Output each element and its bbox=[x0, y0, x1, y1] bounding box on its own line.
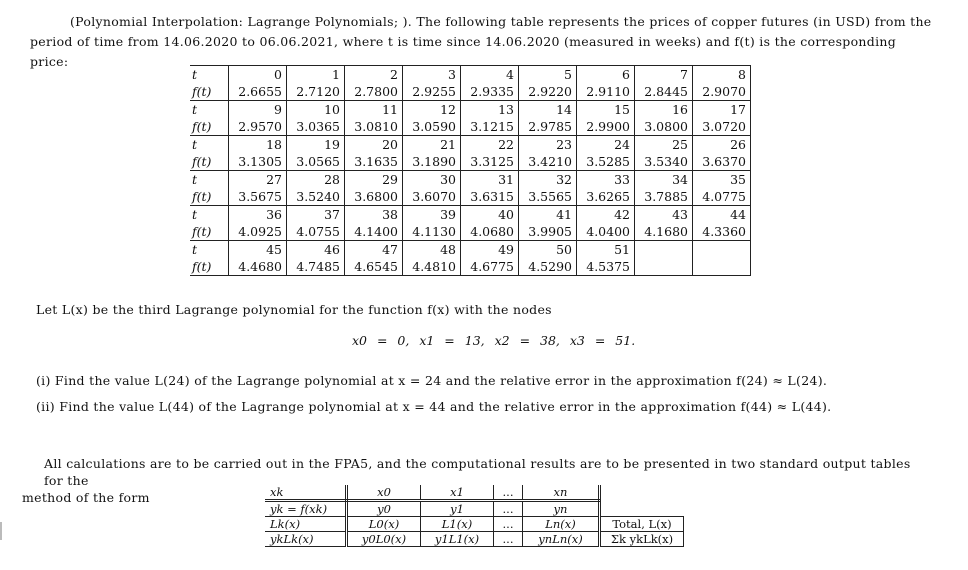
time-cell: 33 bbox=[577, 171, 635, 189]
intro-line-2: period of time from 14.06.2020 to 06.06.2021, where t is time since 14.06.2020 (measured in weeks) and f(t) is the corresponding price: bbox=[30, 34, 897, 69]
output-cell-c0: y0 bbox=[347, 501, 421, 517]
price-cell: 4.0925 bbox=[229, 223, 287, 241]
time-row bbox=[190, 136, 751, 154]
price-cell: 2.9900 bbox=[577, 118, 635, 136]
price-cell bbox=[693, 258, 751, 276]
price-cell: 3.0800 bbox=[635, 118, 693, 136]
price-cell: 2.9220 bbox=[519, 83, 577, 101]
price-row-label: f(t) bbox=[192, 154, 212, 169]
output-cell-c1: L1(x) bbox=[421, 517, 494, 532]
price-cell: 3.6800 bbox=[345, 188, 403, 206]
price-cell: 2.8445 bbox=[635, 83, 693, 101]
time-cell: 9 bbox=[229, 101, 287, 119]
price-cell: 3.6370 bbox=[693, 153, 751, 171]
intro-paragraph bbox=[30, 12, 935, 72]
time-cell: 25 bbox=[635, 136, 693, 154]
output-cell-h: Lk(x) bbox=[265, 517, 347, 532]
time-cell: 10 bbox=[287, 101, 345, 119]
time-cell: 11 bbox=[345, 101, 403, 119]
time-cell: 17 bbox=[693, 101, 751, 119]
time-cell: 42 bbox=[577, 206, 635, 224]
time-cell: 50 bbox=[519, 241, 577, 259]
price-row bbox=[190, 118, 751, 136]
output-cell-cn: ynLn(x) bbox=[523, 532, 600, 547]
price-cell: 4.6545 bbox=[345, 258, 403, 276]
price-cell: 4.1680 bbox=[635, 223, 693, 241]
price-cell: 2.9070 bbox=[693, 83, 751, 101]
output-cell-cn: yn bbox=[523, 501, 600, 517]
time-cell: 30 bbox=[403, 171, 461, 189]
price-cell: 4.0400 bbox=[577, 223, 635, 241]
price-cell: 2.9570 bbox=[229, 118, 287, 136]
time-cell: 49 bbox=[461, 241, 519, 259]
price-cell: 3.0720 bbox=[693, 118, 751, 136]
price-row bbox=[190, 258, 751, 276]
time-row-label: t bbox=[190, 171, 229, 189]
time-cell: 35 bbox=[693, 171, 751, 189]
time-cell: 12 bbox=[403, 101, 461, 119]
nodes-equation: x0 = 0, x1 = 13, x2 = 38, x3 = 51. bbox=[352, 333, 636, 348]
price-cell: 3.5285 bbox=[577, 153, 635, 171]
calc-note-line-2: method of the form bbox=[22, 490, 150, 505]
time-cell: 32 bbox=[519, 171, 577, 189]
price-cell: 4.5375 bbox=[577, 258, 635, 276]
time-row-label: t bbox=[190, 241, 229, 259]
price-cell: 2.7120 bbox=[287, 83, 345, 101]
time-cell: 24 bbox=[577, 136, 635, 154]
price-row bbox=[190, 83, 751, 101]
time-cell: 27 bbox=[229, 171, 287, 189]
time-cell: 37 bbox=[287, 206, 345, 224]
time-cell: 45 bbox=[229, 241, 287, 259]
price-cell: 4.6775 bbox=[461, 258, 519, 276]
time-cell: 26 bbox=[693, 136, 751, 154]
price-cell: 3.6070 bbox=[403, 188, 461, 206]
price-cell: 4.3360 bbox=[693, 223, 751, 241]
price-cell: 2.9110 bbox=[577, 83, 635, 101]
time-cell: 14 bbox=[519, 101, 577, 119]
price-cell: 4.1130 bbox=[403, 223, 461, 241]
price-row-label: f(t) bbox=[192, 259, 212, 274]
time-cell: 38 bbox=[345, 206, 403, 224]
copper-price-table bbox=[190, 65, 751, 276]
time-row-label: t bbox=[190, 206, 229, 224]
price-row bbox=[190, 188, 751, 206]
price-cell: 3.5240 bbox=[287, 188, 345, 206]
output-cell-cn: xn bbox=[523, 485, 600, 501]
price-row-label: f(t) bbox=[192, 84, 212, 99]
price-cell: 3.5565 bbox=[519, 188, 577, 206]
time-cell: 2 bbox=[345, 66, 403, 84]
time-cell: 1 bbox=[287, 66, 345, 84]
time-cell: 3 bbox=[403, 66, 461, 84]
time-row bbox=[190, 101, 751, 119]
price-row-label: f(t) bbox=[192, 189, 212, 204]
output-cell-h: yk = f(xk) bbox=[265, 501, 347, 517]
time-cell: 22 bbox=[461, 136, 519, 154]
time-cell: 13 bbox=[461, 101, 519, 119]
time-cell: 31 bbox=[461, 171, 519, 189]
output-cell-h: xk bbox=[265, 485, 347, 501]
price-cell: 3.9905 bbox=[519, 223, 577, 241]
output-cell-tot: Σk ykLk(x) bbox=[600, 532, 684, 547]
time-row-label: t bbox=[190, 101, 229, 119]
time-cell: 43 bbox=[635, 206, 693, 224]
price-row-label: f(t) bbox=[192, 224, 212, 239]
price-cell: 2.9335 bbox=[461, 83, 519, 101]
output-cell-h: ykLk(x) bbox=[265, 532, 347, 547]
time-cell: 6 bbox=[577, 66, 635, 84]
time-cell: 28 bbox=[287, 171, 345, 189]
edge-divider bbox=[0, 522, 2, 540]
time-cell: 5 bbox=[519, 66, 577, 84]
time-cell: 15 bbox=[577, 101, 635, 119]
output-cell-c0: L0(x) bbox=[347, 517, 421, 532]
time-cell: 36 bbox=[229, 206, 287, 224]
time-cell: 8 bbox=[693, 66, 751, 84]
output-cell-dots: ... bbox=[494, 501, 523, 517]
output-cell-cn: Ln(x) bbox=[523, 517, 600, 532]
time-cell: 44 bbox=[693, 206, 751, 224]
output-cell-c0: y0L0(x) bbox=[347, 532, 421, 547]
price-cell: 3.6265 bbox=[577, 188, 635, 206]
output-cell-c0: x0 bbox=[347, 485, 421, 501]
output-cell-dots: ... bbox=[494, 485, 523, 501]
price-cell: 3.1635 bbox=[345, 153, 403, 171]
price-cell: 3.4210 bbox=[519, 153, 577, 171]
question-2: (ii) Find the value L(44) of the Lagrange polynomial at x = 44 and the relative error in the approximation f(44) ≈ L(44). bbox=[36, 399, 832, 414]
output-cell-dots: ... bbox=[494, 517, 523, 532]
time-row-label: t bbox=[190, 136, 229, 154]
time-row bbox=[190, 66, 751, 84]
time-cell bbox=[693, 241, 751, 259]
time-cell: 16 bbox=[635, 101, 693, 119]
output-cell-tot bbox=[600, 485, 684, 501]
output-table-row bbox=[265, 532, 684, 547]
time-cell: 41 bbox=[519, 206, 577, 224]
time-row bbox=[190, 171, 751, 189]
output-table-row bbox=[265, 501, 684, 517]
time-cell: 48 bbox=[403, 241, 461, 259]
price-cell bbox=[635, 258, 693, 276]
time-cell: 21 bbox=[403, 136, 461, 154]
time-cell: 47 bbox=[345, 241, 403, 259]
time-cell: 51 bbox=[577, 241, 635, 259]
price-cell: 3.0590 bbox=[403, 118, 461, 136]
output-cell-c1: y1L1(x) bbox=[421, 532, 494, 547]
time-cell bbox=[635, 241, 693, 259]
price-cell: 4.7485 bbox=[287, 258, 345, 276]
price-cell: 3.1305 bbox=[229, 153, 287, 171]
output-table-row bbox=[265, 485, 684, 501]
price-cell: 4.0755 bbox=[287, 223, 345, 241]
price-cell: 3.3125 bbox=[461, 153, 519, 171]
price-cell: 3.7885 bbox=[635, 188, 693, 206]
time-cell: 23 bbox=[519, 136, 577, 154]
price-row bbox=[190, 223, 751, 241]
price-cell: 4.0680 bbox=[461, 223, 519, 241]
price-cell: 3.1215 bbox=[461, 118, 519, 136]
output-cell-c1: y1 bbox=[421, 501, 494, 517]
output-table-row bbox=[265, 517, 684, 532]
time-cell: 7 bbox=[635, 66, 693, 84]
time-cell: 4 bbox=[461, 66, 519, 84]
lagrange-statement: Let L(x) be the third Lagrange polynomial for the function f(x) with the nodes bbox=[36, 302, 552, 317]
price-cell: 3.6315 bbox=[461, 188, 519, 206]
price-cell: 3.5340 bbox=[635, 153, 693, 171]
price-cell: 3.5675 bbox=[229, 188, 287, 206]
price-cell: 2.9255 bbox=[403, 83, 461, 101]
price-cell: 2.9785 bbox=[519, 118, 577, 136]
time-cell: 29 bbox=[345, 171, 403, 189]
output-cell-tot bbox=[600, 501, 684, 517]
intro-line-1: (Polynomial Interpolation: Lagrange Polynomials; ). The following table represents the prices of copper futures (in USD) from the bbox=[70, 14, 932, 29]
output-cell-dots: ... bbox=[494, 532, 523, 547]
time-cell: 19 bbox=[287, 136, 345, 154]
output-cell-c1: x1 bbox=[421, 485, 494, 501]
price-cell: 4.0775 bbox=[693, 188, 751, 206]
price-cell: 4.4680 bbox=[229, 258, 287, 276]
price-row bbox=[190, 153, 751, 171]
time-row bbox=[190, 241, 751, 259]
time-cell: 0 bbox=[229, 66, 287, 84]
time-cell: 34 bbox=[635, 171, 693, 189]
price-cell: 3.0565 bbox=[287, 153, 345, 171]
price-cell: 3.1890 bbox=[403, 153, 461, 171]
time-cell: 40 bbox=[461, 206, 519, 224]
price-cell: 3.0365 bbox=[287, 118, 345, 136]
time-row-label: t bbox=[190, 66, 229, 84]
question-1: (i) Find the value L(24) of the Lagrange polynomial at x = 24 and the relative error in the approximation f(24) ≈ L(24). bbox=[36, 373, 828, 388]
output-table-template bbox=[265, 485, 684, 547]
price-cell: 3.0810 bbox=[345, 118, 403, 136]
calc-note-line-1: All calculations are to be carried out in the FPA5, and the computational results are to be presented in two standard output tables for the bbox=[44, 456, 911, 488]
price-cell: 2.7800 bbox=[345, 83, 403, 101]
time-cell: 39 bbox=[403, 206, 461, 224]
time-cell: 20 bbox=[345, 136, 403, 154]
price-cell: 4.4810 bbox=[403, 258, 461, 276]
output-cell-tot: Total, L(x) bbox=[600, 517, 684, 532]
time-cell: 46 bbox=[287, 241, 345, 259]
time-row bbox=[190, 206, 751, 224]
price-cell: 4.1400 bbox=[345, 223, 403, 241]
time-cell: 18 bbox=[229, 136, 287, 154]
price-cell: 4.5290 bbox=[519, 258, 577, 276]
price-row-label: f(t) bbox=[192, 119, 212, 134]
price-cell: 2.6655 bbox=[229, 83, 287, 101]
